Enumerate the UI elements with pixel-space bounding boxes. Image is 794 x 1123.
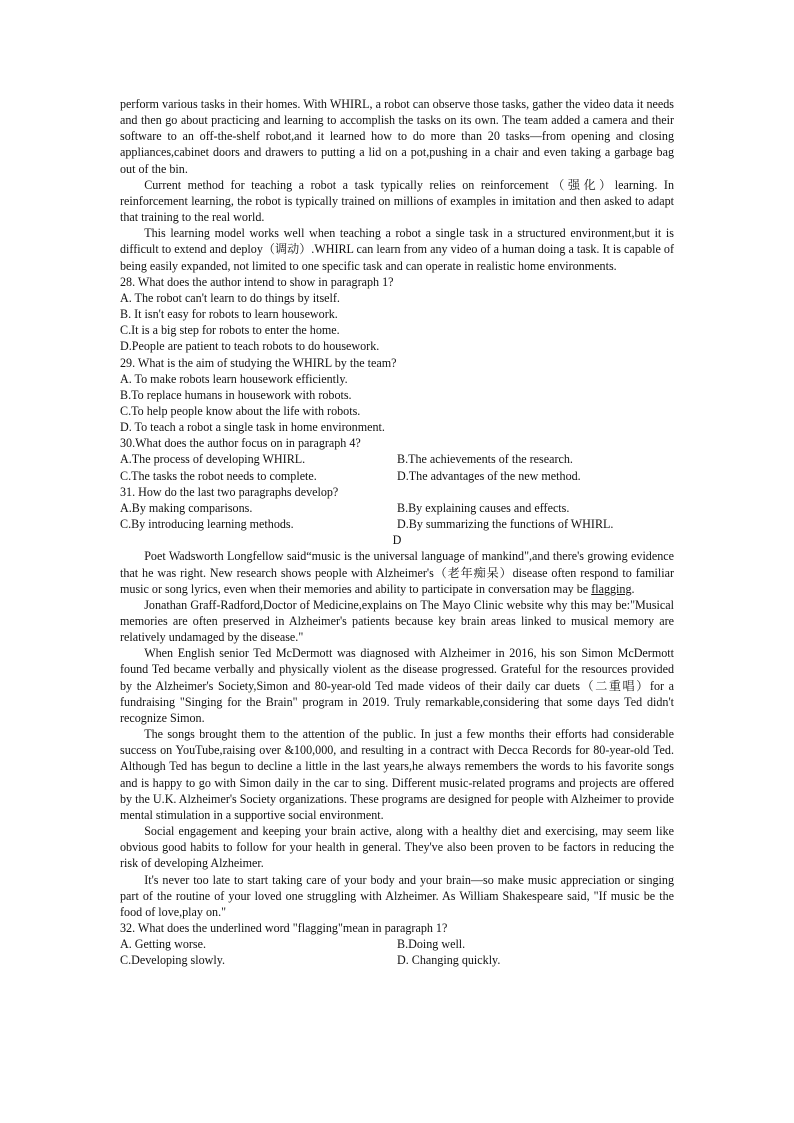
- question-32-option-d: D. Changing quickly.: [397, 953, 501, 968]
- underlined-word-flagging: flagging: [591, 581, 632, 596]
- question-32-options-row-1: [120, 936, 674, 952]
- question-31-options-row-1: [120, 500, 674, 516]
- question-28-option-b: B. It isn't easy for robots to learn housework.: [120, 307, 338, 322]
- question-30-stem: 30.What does the author focus on in paragraph 4?: [120, 436, 361, 451]
- question-32-options-row-2: [120, 952, 674, 968]
- question-31-option-a: A.By making comparisons.: [120, 500, 253, 515]
- question-30-option-c: C.The tasks the robot needs to complete.: [120, 468, 317, 483]
- question-32-option-a: A. Getting worse.: [120, 937, 206, 952]
- passage-d-paragraph-3: When English senior Ted McDermott was diagnosed with Alzheimer in 2016, his son Simon McDermott found Ted became verbally and physically violent as the disease progressed. Grateful for the resources provided by the Alzheimer's Society,Simon and 80-year-old Ted made videos of their daily car duets（二重唱）for a fundraising "Singing for the Brain" program in 2019. Truly remarkable,considering that some days Ted didn't recognize Simon.: [120, 646, 674, 725]
- question-29-option-a: A. To make robots learn housework efficiently.: [120, 371, 348, 386]
- question-28-option-a: A. The robot can't learn to do things by itself.: [120, 290, 340, 305]
- passage-c-paragraph-2: Current method for teaching a robot a task typically relies on reinforcement（强化）learning. In reinforcement learning, the robot is typically trained on millions of examples in imitation and then asked to adapt that training to the real world.: [120, 177, 674, 225]
- question-31-option-b: B.By explaining causes and effects.: [397, 500, 570, 515]
- passage-d-paragraph-4: The songs brought them to the attention of the public. In just a few months their efforts had considerable success on YouTube,raising over &100,000, and resulting in a contract with Decca Records for 80-year-old Ted. Although Ted has begun to decline a little in the last years,he always remembers the words to his favorite songs and is happy to go with Simon daily in the car to sing. Different music-related programs and projects are offered by the U.K. Alzheimer's Society organizations. These programs are designed for people with Alzheimer to provide mental stimulation in a supportive social environment.: [120, 727, 674, 822]
- question-29-option-b: B.To replace humans in housework with robots.: [120, 387, 352, 402]
- passage-d-paragraph-6: It's never too late to start taking care of your body and your brain—so make music appreciation or singing part of the routine of your loved one struggling with Alzheimer. As William Shakespeare said, "If music be the food of love,play on.": [120, 872, 674, 919]
- question-32-option-b: B.Doing well.: [397, 937, 466, 952]
- question-28-option-d: D.People are patient to teach robots to do housework.: [120, 339, 380, 354]
- question-30-option-a: A.The process of developing WHIRL.: [120, 452, 306, 467]
- question-30-option-b: B.The achievements of the research.: [397, 452, 573, 467]
- question-31-option-d: D.By summarizing the functions of WHIRL.: [397, 517, 614, 532]
- passage-d-paragraph-1-end: .: [631, 581, 635, 596]
- question-29-option-c: C.To help people know about the life with robots.: [120, 403, 361, 418]
- question-29-option-d: D. To teach a robot a single task in home environment.: [120, 420, 385, 435]
- question-28-option-c: C.It is a big step for robots to enter the home.: [120, 323, 340, 338]
- question-31-stem: 31. How do the last two paragraphs develop?: [120, 484, 339, 499]
- document-page: [120, 96, 674, 968]
- question-30-options-row-1: [120, 451, 674, 467]
- question-31-options-row-2: [120, 516, 674, 532]
- question-30-options-row-2: [120, 468, 674, 484]
- question-32-stem: 32. What does the underlined word "flagging"mean in paragraph 1?: [120, 920, 448, 935]
- question-28-stem: 28. What does the author intend to show in paragraph 1?: [120, 274, 394, 289]
- passage-d-paragraph-2: Jonathan Graff-Radford,Doctor of Medicine,explains on The Mayo Clinic website why this may be:"Musical memories are often preserved in Alzheimer's patients because key brain areas linked to musical memory are relatively undamaged by the disease.": [120, 597, 674, 645]
- section-d-heading: D: [392, 533, 402, 548]
- passage-c-paragraph-1: perform various tasks in their homes. With WHIRL, a robot can observe those tasks, gather the video data it needs and then go about practicing and learning to accomplish the tasks on its own. The team added a camera and their software to an off-the-shelf robot,and it learned how to do more than 20 tasks—from opening and closing appliances,cabinet doors and drawers to putting a lid on a pot,pushing in a chair and even taking a garbage bag out of the bin.: [120, 97, 674, 176]
- passage-d-paragraph-5: Social engagement and keeping your brain active, along with a healthy diet and exercising, may seem like obvious good habits to follow for your health in general. They've also been proven to be factors in reducing the risk of developing Alzheimer.: [120, 824, 674, 871]
- question-29-stem: 29. What is the aim of studying the WHIRL by the team?: [120, 355, 397, 370]
- question-30-option-d: D.The advantages of the new method.: [397, 468, 581, 483]
- question-32-option-c: C.Developing slowly.: [120, 953, 226, 968]
- question-31-option-c: C.By introducing learning methods.: [120, 517, 294, 532]
- passage-d-paragraph-1-text: Poet Wadsworth Longfellow said“music is the universal language of mankind",and there's growing evidence that he was right. New research shows people with Alzheimer's（老年痴呆）disease often respond to familiar music or song lyrics, even when their memories and ability to participate in conversation may be: [120, 549, 674, 596]
- passage-d-paragraph-1: [120, 548, 674, 596]
- passage-c-paragraph-3: This learning model works well when teaching a robot a single task in a structured environment,but it is difficult to extend and deploy（调动）.WHIRL can learn from any video of a human doing a task. It is capable of being easily expanded, not limited to one specific task and can operate in realistic home environments.: [120, 226, 674, 273]
